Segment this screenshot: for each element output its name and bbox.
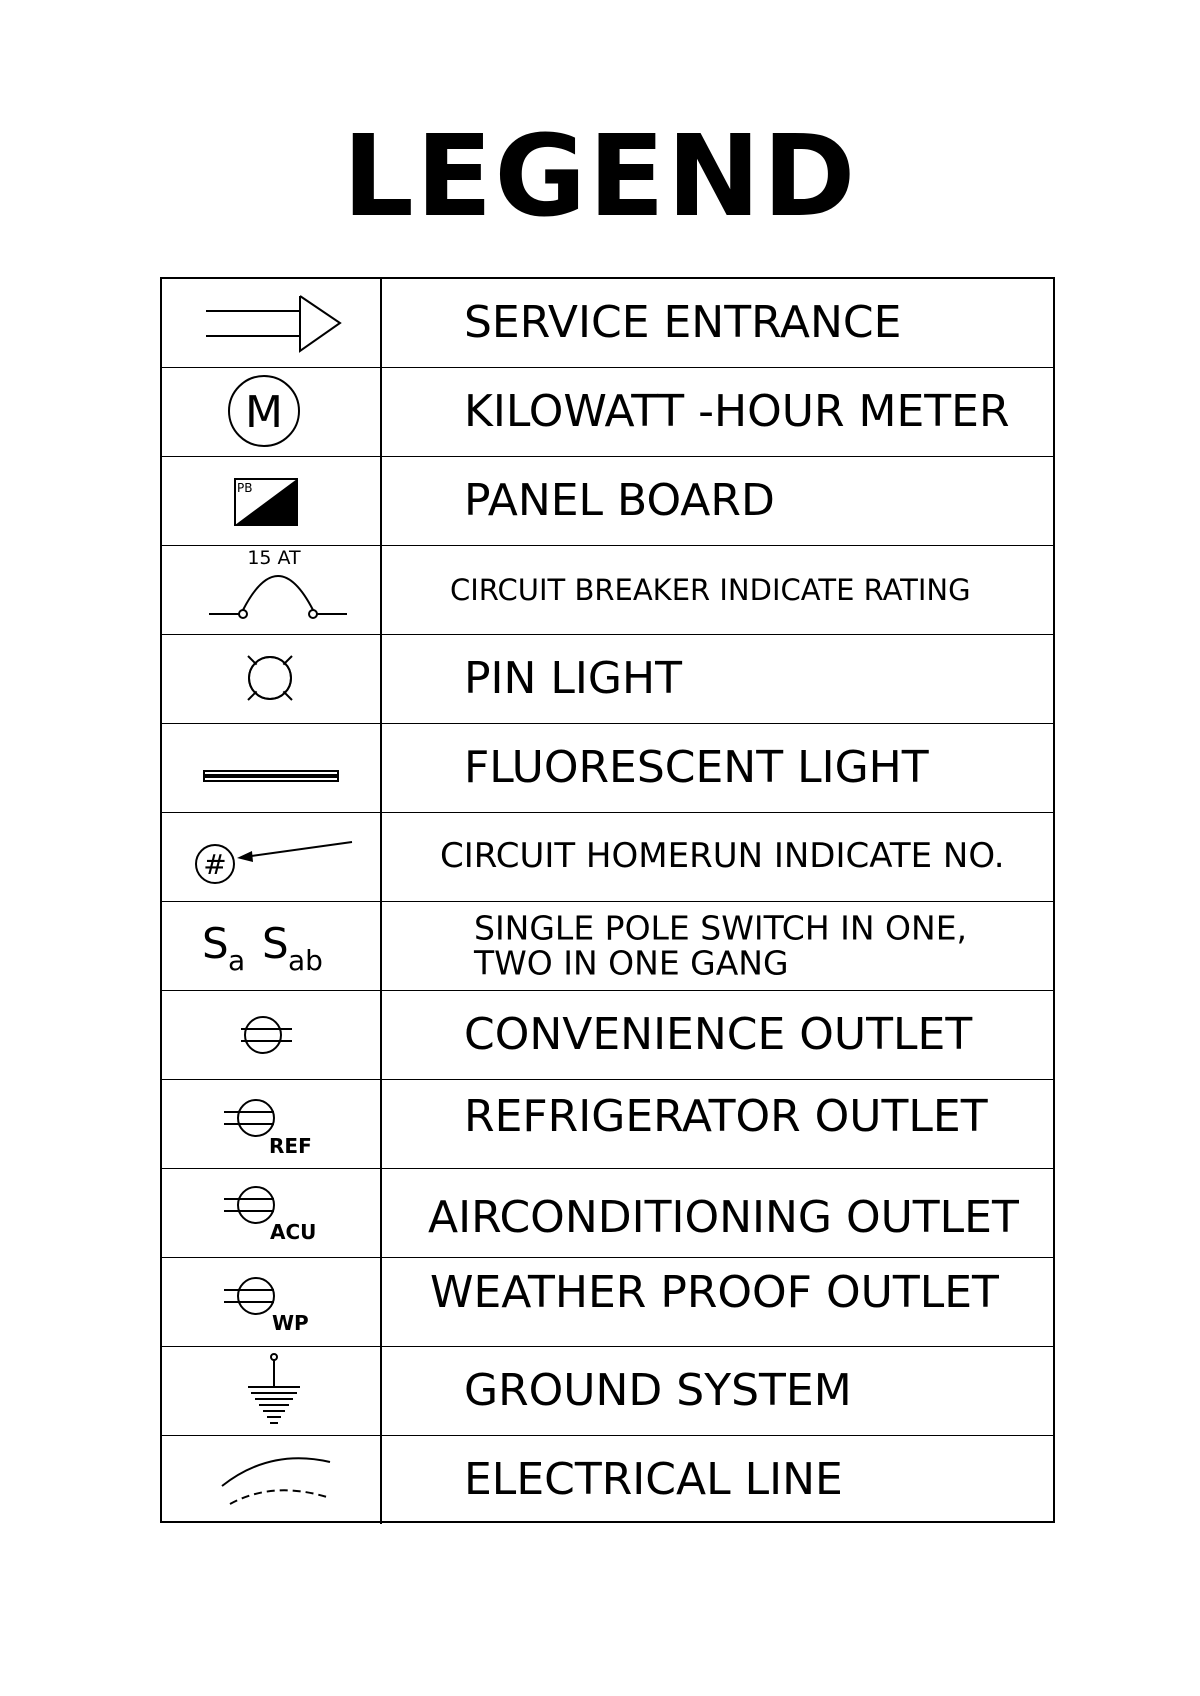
description-cell (384, 724, 1053, 812)
acu-symbol-text: ACU (270, 1220, 317, 1244)
weatherproof-outlet-icon (162, 1258, 382, 1346)
meter-circle-m-icon (162, 368, 382, 456)
legend-row-electrical-line (162, 1436, 1053, 1525)
circuit-breaker-icon (162, 546, 382, 634)
description-cell (384, 546, 1053, 634)
switch-symbol-sub-a: a (228, 944, 246, 977)
description-cell (384, 279, 1053, 367)
legend-row-fluorescent-light (162, 724, 1053, 813)
homerun-arrow-icon (162, 813, 382, 901)
row-label: FLUORESCENT LIGHT (464, 741, 929, 793)
symbol-cell (162, 902, 382, 990)
switch-symbol-s2: S (262, 919, 289, 968)
wp-symbol-text: WP (272, 1311, 309, 1335)
symbol-cell (162, 457, 382, 545)
row-label: AIRCONDITIONING OUTLET (428, 1192, 1019, 1244)
ground-system-icon (162, 1347, 382, 1435)
description-cell (384, 1347, 1053, 1435)
description-cell (384, 1080, 1053, 1168)
electrical-line-icon (162, 1436, 382, 1524)
description-cell (384, 368, 1053, 456)
legend-row-circuit-breaker (162, 546, 1053, 635)
row-label: WEATHER PROOF OUTLET (430, 1267, 999, 1319)
row-label: SINGLE POLE SWITCH IN ONE, TWO IN ONE GANG (474, 908, 968, 982)
row-label: CIRCUIT HOMERUN INDICATE NO. (440, 836, 1005, 877)
homerun-symbol-text: # (203, 848, 227, 881)
description-cell (384, 991, 1053, 1079)
breaker-rating-text: 15 AT (247, 547, 301, 569)
ref-symbol-text: REF (269, 1134, 312, 1158)
legend-row-pin-light (162, 635, 1053, 724)
legend-title: LEGEND (342, 112, 858, 242)
legend-row-convenience-outlet (162, 991, 1053, 1080)
row-label: PIN LIGHT (464, 652, 682, 704)
legend-row-switch (162, 902, 1053, 991)
symbol-cell (162, 813, 382, 901)
convenience-outlet-icon (162, 991, 382, 1079)
symbol-cell (162, 724, 382, 812)
symbol-cell (162, 1436, 382, 1524)
legend-row-circuit-homerun (162, 813, 1053, 902)
pin-light-icon (162, 635, 382, 723)
description-cell (384, 635, 1053, 723)
switch-symbol-icon (162, 902, 382, 990)
symbol-cell (162, 1169, 382, 1257)
meter-symbol-text: M (245, 387, 283, 438)
aircon-outlet-icon (162, 1169, 382, 1257)
row-label: REFRIGERATOR OUTLET (464, 1090, 988, 1142)
legend-row-ground-system (162, 1347, 1053, 1436)
refrigerator-outlet-icon (162, 1080, 382, 1168)
legend-row-refrigerator-outlet (162, 1080, 1053, 1169)
switch-symbol-sub-ab: ab (288, 944, 323, 977)
symbol-cell (162, 368, 382, 456)
symbol-cell (162, 1080, 382, 1168)
row-label: SERVICE ENTRANCE (464, 296, 902, 348)
description-cell (384, 457, 1053, 545)
symbol-cell (162, 279, 382, 367)
panel-board-symbol-text: PB (237, 481, 253, 495)
legend-row-aircon-outlet (162, 1169, 1053, 1258)
row-label: ELECTRICAL LINE (464, 1453, 843, 1505)
symbol-cell (162, 546, 382, 634)
row-label: CONVENIENCE OUTLET (464, 1008, 973, 1060)
row-label: CIRCUIT BREAKER INDICATE RATING (450, 572, 971, 607)
legend-row-weatherproof-outlet (162, 1258, 1053, 1347)
switch-symbol-s1: S (202, 919, 229, 968)
symbol-cell (162, 1347, 382, 1435)
symbol-cell (162, 1258, 382, 1346)
symbol-cell (162, 635, 382, 723)
description-cell (384, 902, 1053, 990)
fluorescent-light-icon (162, 724, 382, 812)
legend-row-service-entrance (162, 279, 1053, 368)
row-label: PANEL BOARD (464, 474, 775, 526)
description-cell (384, 1169, 1053, 1257)
row-label: GROUND SYSTEM (464, 1364, 852, 1416)
panel-board-icon (162, 457, 382, 545)
description-cell (384, 813, 1053, 901)
description-cell (384, 1258, 1053, 1346)
symbol-cell (162, 991, 382, 1079)
legend-row-kwh-meter (162, 368, 1053, 457)
description-cell (384, 1436, 1053, 1524)
service-entrance-arrow-icon (162, 279, 382, 367)
row-label: KILOWATT -HOUR METER (464, 385, 1010, 437)
legend-row-panel-board (162, 457, 1053, 546)
legend-table (160, 277, 1055, 1523)
